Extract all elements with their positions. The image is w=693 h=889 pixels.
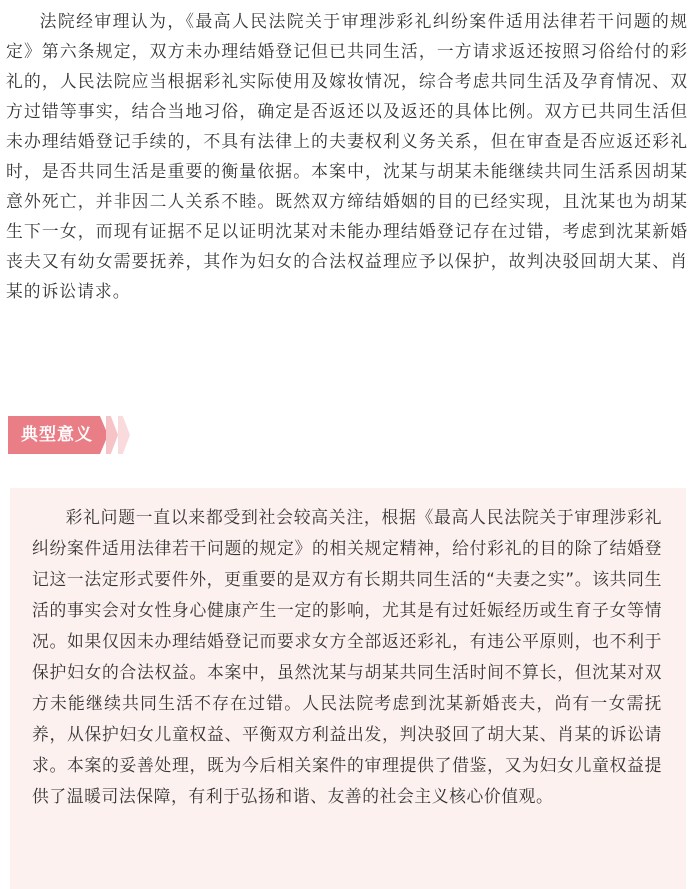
section-tag-stripe <box>118 416 130 454</box>
significance-paragraph: 彩礼问题一直以来都受到社会较高关注，根据《最高人民法院关于审理涉彩礼纠纷案件适用法律若干问题的规定》的相关规定精神，给付彩礼的目的除了结婚登记这一法定形式要件外，更重要的是双方有长期共同生活的“夫妻之实”。该共同生活的事实会对女性身心健康产生一定的影响，尤其是有过妊娠经历或生育子女等情况。如果仅因未办理结婚登记而要求女方全部返还彩礼，有违公平原则，也不利于保护妇女的合法权益。本案中，虽然沈某与胡某共同生活时间不算长，但沈某对双方未能继续共同生活不存在过错。人民法院考虑到沈某新婚丧夫，尚有一女需抚养，从保护妇女儿童权益、平衡双方利益出发，判决驳回了胡大某、肖某的诉讼请求。本案的妥善处理，既为今后相关案件的审理提供了借鉴，又为妇女儿童权益提供了温暖司法保障，有利于弘扬和谐、友善的社会主义核心价值观。 <box>32 507 662 806</box>
section-tag-stripe <box>106 416 118 454</box>
section-header-typical-significance <box>8 416 138 454</box>
significance-box <box>10 488 686 889</box>
section-title: 典型意义 <box>21 425 93 445</box>
court-reasoning-paragraph: 法院经审理认为，《最高人民法院关于审理涉彩礼纠纷案件适用法律若干问题的规定》第六条规定，双方未办理结婚登记但已共同生活，一方请求返还按照习俗给付的彩礼的，人民法院应当根据彩礼实际使用及嫁妆情况，综合考虑共同生活及孕育情况、双方过错等事实，结合当地习俗，确定是否返还以及返还的具体比例。双方已共同生活但未办理结婚登记手续的，不具有法律上的夫妻权利义务关系，但在审查是否应返还彩礼时，是否共同生活是重要的衡量依据。本案中，沈某与胡某未能继续共同生活系因胡某意外死亡，并非因二人关系不睦。既然双方缔结婚姻的目的已经实现，且沈某也为胡某生下一女，而现有证据不足以证明沈某对未能办理结婚登记存在过错，考虑到沈某新婚丧夫又有幼女需要抚养，其作为妇女的合法权益理应予以保护，故判决驳回胡大某、肖某的诉讼请求。 <box>6 11 688 301</box>
